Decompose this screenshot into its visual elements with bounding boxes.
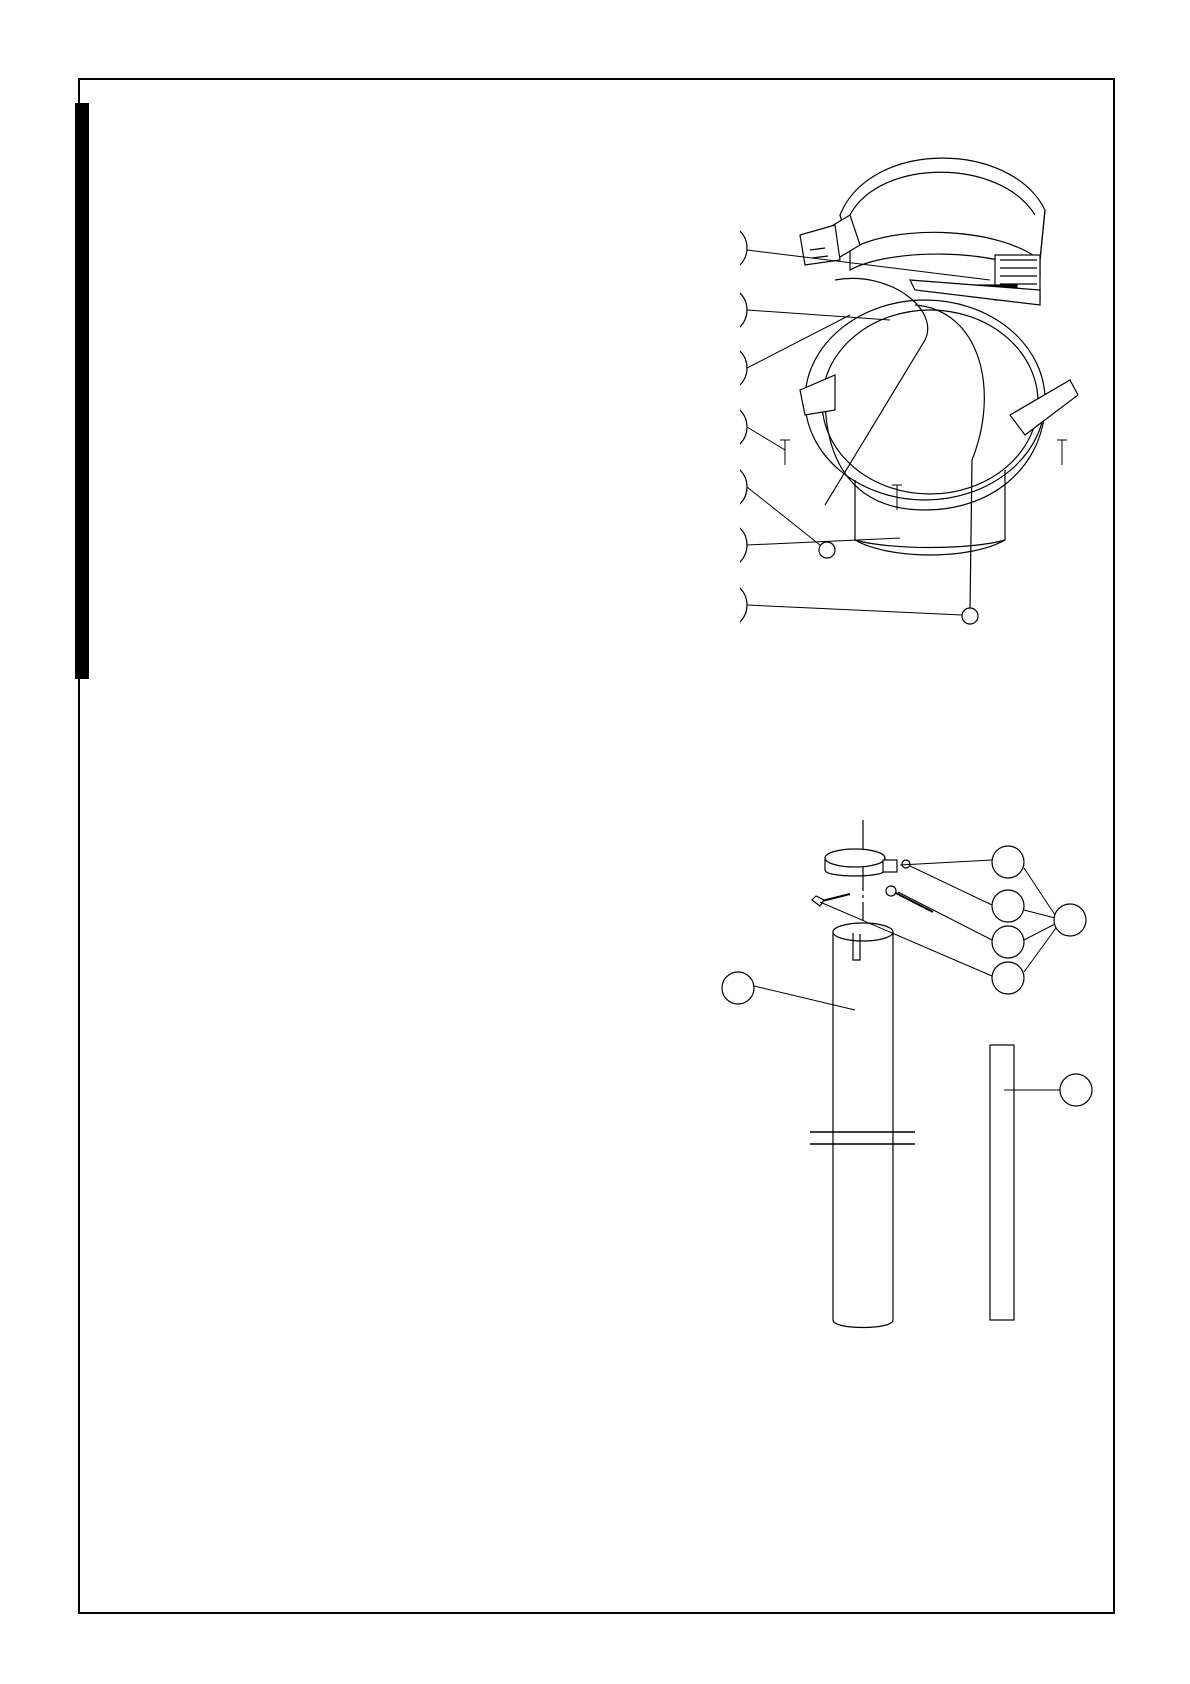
callout-7 — [1004, 1074, 1092, 1106]
ball-weight-left — [819, 542, 835, 558]
cover-part — [800, 158, 1045, 305]
callout-3 — [740, 344, 747, 392]
ring-housing-part — [800, 300, 1078, 555]
callout-3 — [900, 846, 1024, 878]
pipe-assembly-diagram — [700, 820, 1110, 1340]
callout-1 — [740, 224, 747, 272]
callout-2 — [740, 286, 747, 334]
downpipe — [810, 923, 915, 1328]
exploded-view-cover-diagram — [740, 140, 1100, 700]
measuring-scale — [990, 1045, 1014, 1320]
callout-2 — [1024, 868, 1086, 972]
side-black-bar — [75, 103, 89, 679]
callout-7 — [740, 581, 747, 629]
callout-circles-bottom — [722, 846, 1092, 1106]
callout-4 — [740, 403, 747, 451]
pipe-clamp — [812, 849, 933, 912]
callout-circles-top — [740, 224, 747, 629]
callout-1 — [722, 972, 855, 1010]
callout-5 — [740, 463, 747, 511]
callout-6 — [740, 521, 747, 569]
ball-weight-right — [962, 608, 978, 624]
